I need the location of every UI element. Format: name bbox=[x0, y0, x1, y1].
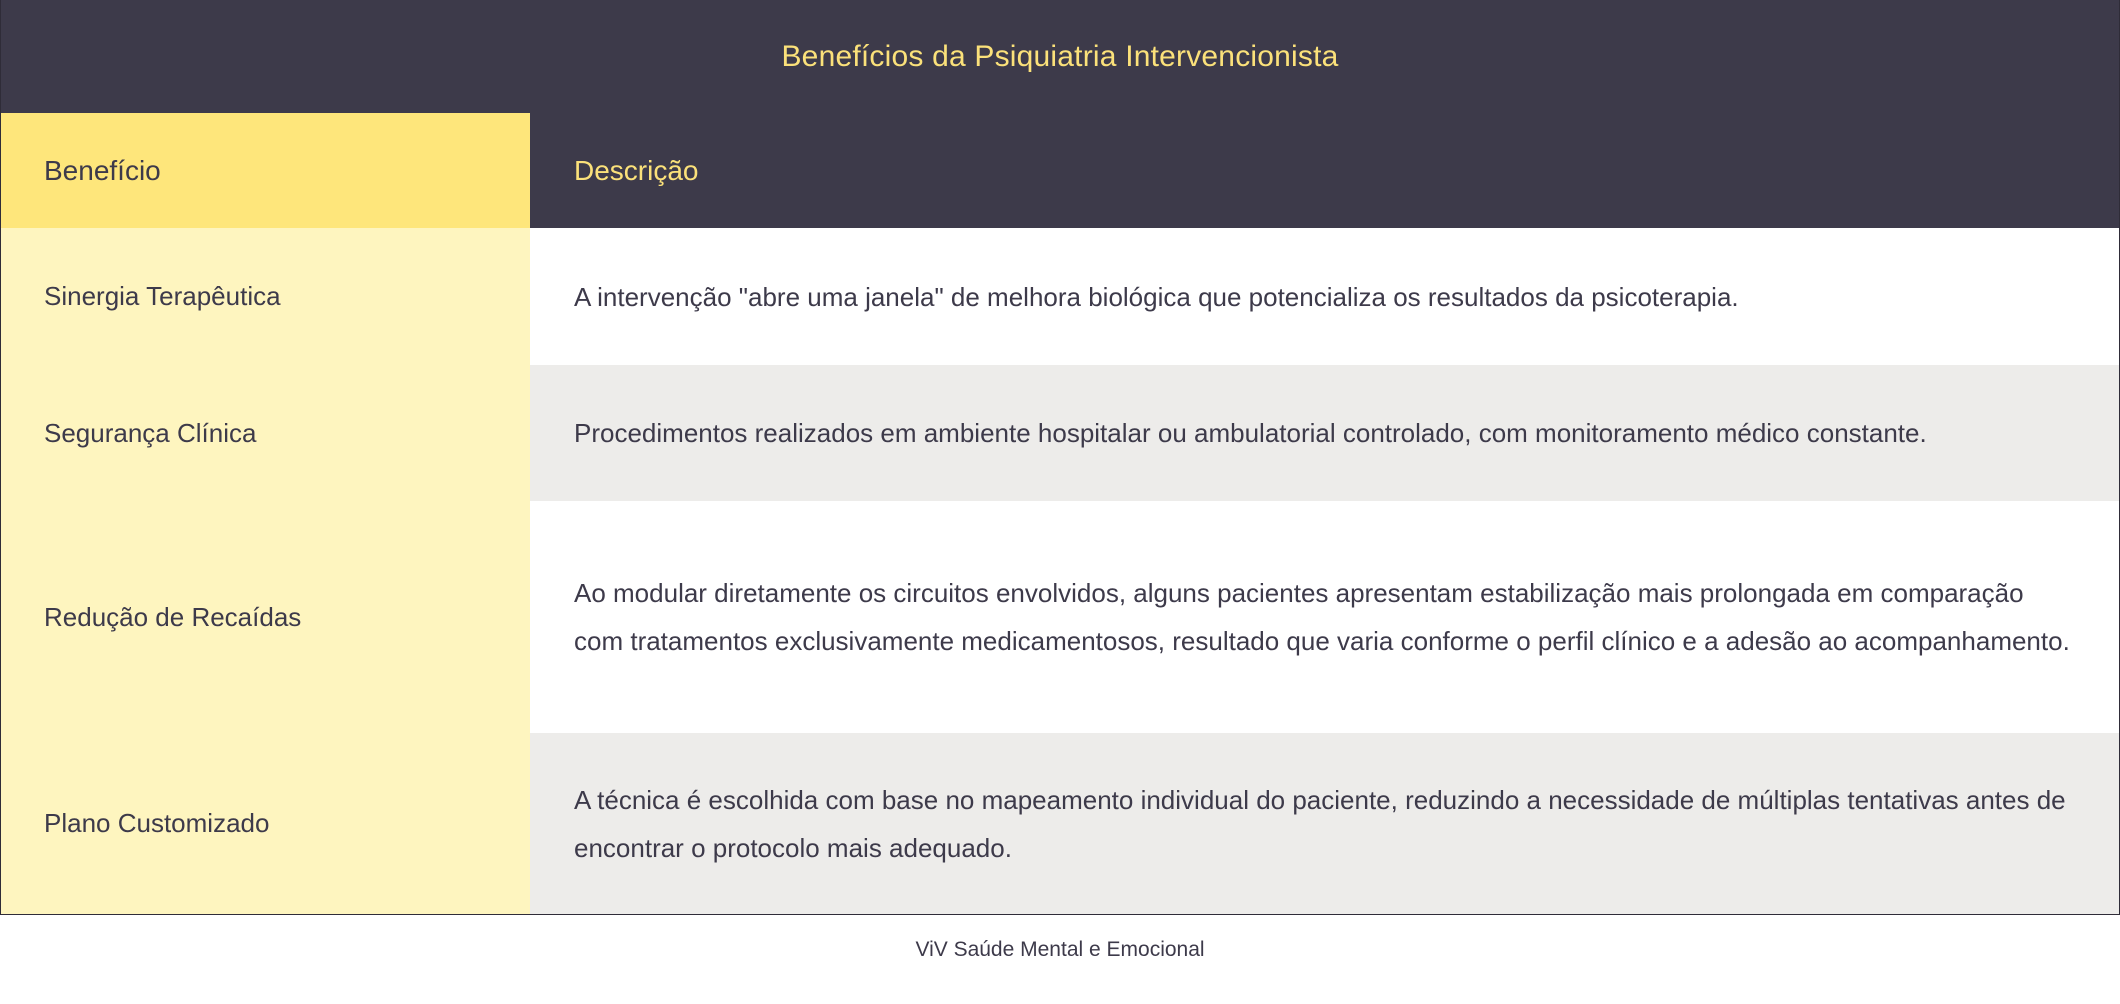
description-cell: A intervenção "abre uma janela" de melhora biológica que potencializa os resultados da psicoterapia. bbox=[530, 228, 2119, 365]
benefit-cell: Segurança Clínica bbox=[1, 365, 530, 501]
benefit-cell: Plano Customizado bbox=[1, 733, 530, 914]
footer-credit: ViV Saúde Mental e Emocional bbox=[915, 938, 1205, 961]
table-row bbox=[1, 228, 2119, 365]
table-title: Benefícios da Psiquiatria Intervencionista bbox=[781, 39, 1339, 73]
column-header-benefit: Benefício bbox=[1, 113, 530, 228]
table-row bbox=[1, 733, 2119, 914]
table-row bbox=[1, 365, 2119, 501]
column-header-description: Descrição bbox=[530, 113, 2119, 228]
description-cell: A técnica é escolhida com base no mapeamento individual do paciente, reduzindo a necessidade de múltiplas tentativas antes de encontrar o protocolo mais adequado. bbox=[530, 733, 2119, 914]
description-cell: Ao modular diretamente os circuitos envolvidos, alguns pacientes apresentam estabilização mais prolongada em comparação com tratamentos exclusivamente medicamentosos, resultado que varia conforme o perfil clínico e a adesão ao acompanhamento. bbox=[530, 501, 2119, 733]
benefit-cell: Redução de Recaídas bbox=[1, 501, 530, 733]
description-cell: Procedimentos realizados em ambiente hospitalar ou ambulatorial controlado, com monitoramento médico constante. bbox=[530, 365, 2119, 501]
benefit-cell: Sinergia Terapêutica bbox=[1, 228, 530, 365]
table-row bbox=[1, 501, 2119, 733]
table-title-bar bbox=[1, 0, 2119, 113]
table-header-row bbox=[1, 113, 2119, 228]
